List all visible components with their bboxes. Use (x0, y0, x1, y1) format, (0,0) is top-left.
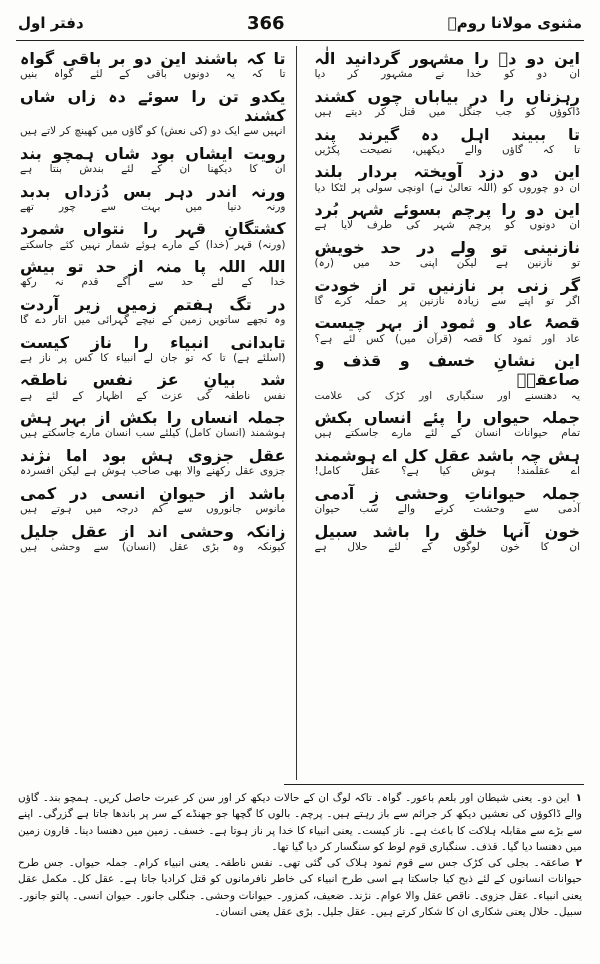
translation-line: اے عقلمند! ہوش کیا ہے؟ عقل کامل! (314, 465, 580, 478)
verse-line: تا کہ باشند این دو بر باقی گواہ (20, 49, 286, 68)
translation-line: خدا کے لئے حد سے آگے قدم نہ رکھ (20, 276, 286, 289)
verse-line: رویت ایشاں بود شاں ہمچو بند (20, 143, 286, 163)
left-column (20, 46, 297, 780)
verse-line: باشد از حیوانِ انسی در کمی (20, 483, 286, 503)
verse-line: جملہ انساں را بکش از بہر ہش (20, 408, 286, 428)
translation-line: تا کہ یہ دونوں باقی کے لئے گواہ بنیں (20, 68, 286, 81)
verse-line: عقل جزوی ہش بود اما نژند (20, 446, 286, 465)
translation-line: مانوس جانوروں سے کم درجہ میں ہوتے ہیں (20, 502, 286, 515)
verse-line: قصۂ عاد و ثمود از بہر چیست (314, 313, 580, 333)
footnote-text: این دو۔ یعنی شیطان اور بلعم باعور۔ گواہ۔ تاکہ لوگ ان کے حالات دیکھ کر اور سن کر عبرت حاصل کریں۔ ہمچو بند۔ گاؤں والے ڈاکوؤں کی نعشیں دیکھ کر جرائم سے باز رہتے ہیں۔ پرچم۔ بالوں کا گچھا جو جھنڈے کے سر پر باندھا جاتا ہے گزرگی۔ اپنے سے بڑے سے مقابلہ ہلاکت کا باعث ہے۔ ناز کیست۔ یعنی انبیاء کا خدا پر ناز ہوتا ہے۔ خسف۔ زمین میں دھنسا دینا۔ قارون زمین میں دھنسا دیا گیا۔ قذف۔ سنگباری قوم لوط کو سنگسار کر دیا گیا تھا۔ (18, 792, 582, 853)
footnote-rule (284, 784, 584, 785)
translation-line: انہیں سے ایک دو (کی نعش) کو گاؤں میں کھینچ کر لاتے ہیں (20, 125, 286, 138)
verse-line: تا ببیند اہل دہ گیرند پند (314, 124, 580, 144)
translation-line: (اسلئے ہے) تا کہ تو جان لے انبیاء کا کس پر ناز ہے (20, 351, 286, 364)
header-rule (16, 40, 584, 41)
translation-line: ان کا دیکھنا ان کے لئے بندش بنتا ہے (20, 162, 286, 175)
verse-line: جملہ حیواں را پئے انساں بکش (314, 408, 580, 428)
footnote-number: ۱ (575, 792, 582, 804)
translation-line: ان دو کو خدا نے مشہور کر دیا (314, 68, 580, 81)
verse-line: خون آنہا خلق را باشد سبیل (314, 521, 580, 541)
translation-line: تا کہ گاؤں والے دیکھیں، نصیحت پکڑیں (314, 143, 580, 156)
footnote-number: ۲ (575, 857, 582, 870)
footnotes (18, 790, 582, 920)
right-column (315, 46, 581, 780)
verse-line: نازنینی تو ولے در حد خویش (314, 237, 580, 257)
verse-line: تابدانی انبیاء را ناز کیست (20, 332, 286, 352)
translation-line: جزوی عقل رکھنے والا بھی صاحب ہوش ہے لیکن افسردہ (20, 465, 286, 478)
verse-line: ورنہ اندر دہر بس دُزداں بدبد (20, 181, 286, 201)
translation-line: کیونکہ وہ بڑی عقل (انسان) سے وحشی ہیں (20, 540, 286, 553)
translation-line: یہ دھنسنے اور سنگباری اور کڑک کی علامت (314, 389, 580, 402)
translation-line: (ورنہ) قہر (خدا) کے مارے ہوئے شمار نہیں کئے جاسکتے (20, 238, 286, 251)
verse-line: اللہ اللہ پا منہ از حد تو بیش (20, 257, 286, 277)
verse-line: کشتگانِ قہر را نتواں شمرد (20, 219, 286, 239)
verse-line: در تگ ہفتم زمیں زیر آردت (20, 294, 286, 314)
translation-line: نفس ناطقہ کی عزت کے اظہار کے لئے ہے (20, 389, 286, 402)
translation-line: تو نازنین ہے لیکن اپنی حد میں (رہ) (314, 257, 580, 270)
verse-line: جملہ حیواناتِ وحشی زِ آدمی (314, 483, 580, 503)
page-header (18, 8, 582, 38)
verse-line: ہش چہ باشد عقل کل اے ہوشمند (314, 446, 580, 465)
verse-line: این دو دؔ را مشہور گردانید الٰہ (314, 49, 580, 68)
verse-line: یکدو تن را سوئے دہ زاں شاں کشند (20, 86, 286, 125)
verse-line: گر زنی بر نازنیں تر از خودت (314, 275, 580, 295)
translation-line: ہوشمند (انسان کامل) کیلئے سب انسان مارے جاسکتے ہیں (20, 427, 286, 440)
verse-line: این نشانِ خسف و قذف و صاعقہؔ (314, 351, 580, 390)
verse-line: این دو دزد آویختہ بردار بلند (314, 162, 580, 182)
translation-line: عاد اور ثمود کا قصہ (قرآن میں) کس لئے ہے؟ (314, 332, 580, 345)
verse-line: زانکہ وحشی اند از عقل جلیل (20, 521, 286, 541)
translation-line: تمام حیوانات انسان کے لئے مارے جاسکتے ہیں (314, 427, 580, 440)
verse-line: این دو را پرچم بسوئے شہر بُرد (314, 200, 580, 220)
verse-columns (20, 46, 580, 780)
page-number: 366 (246, 12, 285, 34)
verse-line: رہزناں را در بیاباں چوں کشند (314, 86, 580, 106)
translation-line: وہ تجھے ساتویں زمین کے نیچے گہرائی میں اتار دے گا (20, 314, 286, 327)
translation-line: ان دو چوروں کو (اللہ تعالیٰ نے) اونچی سولی پر لٹکا دیا (314, 181, 580, 194)
translation-line: ان کا خون لوگوں کے لئے حلال ہے (314, 540, 580, 553)
translation-line: ورنہ دنیا میں بہت سے چور تھے (20, 200, 286, 213)
footnote (18, 790, 582, 855)
translation-line: ڈاکوؤں کو جب جنگل میں قتل کر دیتے ہیں (314, 105, 580, 118)
daftar-label: دفتر اول (18, 14, 84, 32)
book-title: مثنوی مولانا رومؒ (447, 14, 582, 32)
footnote-text: صاعقہ۔ بجلی کی کڑک جس سے قوم ثمود ہلاک کی گئی تھی۔ نفس ناطقہ۔ یعنی انبیاء کرام۔ جملہ حیواں۔ جس طرح حیوانات انسانوں کے لئے ذبح کیا جاسکتا ہے اسی طرح انبیاء کی خاطر نافرمانوں کو قتل کرادیا جاتا ہے۔ عقل کل۔ مکمل عقل یعنی انبیاء۔ عقل جزوی۔ ناقص عقل والا عوام۔ نژند۔ ضعیف، کمزور۔ حیوانات وحشی۔ جنگلی جانور۔ حیوان انسی۔ پالتو جانور۔ سبیل۔ حلال یعنی شکاری ان کا شکار کرتے ہیں۔ عقل جلیل۔ بڑی عقل یعنی انسان۔ (18, 857, 582, 918)
verse-line: شد بیانِ عز نفس ناطقہ (20, 370, 286, 390)
translation-line: آدمی سے وحشت کرنے والے سب حیوان (314, 502, 580, 515)
footnote (18, 855, 582, 920)
translation-line: ان دونوں کو پرچم شہر کی طرف لایا ہے (314, 219, 580, 232)
translation-line: اگر تو اپنے سے زیادہ نازنین پر حملہ کرے گا (314, 294, 580, 307)
